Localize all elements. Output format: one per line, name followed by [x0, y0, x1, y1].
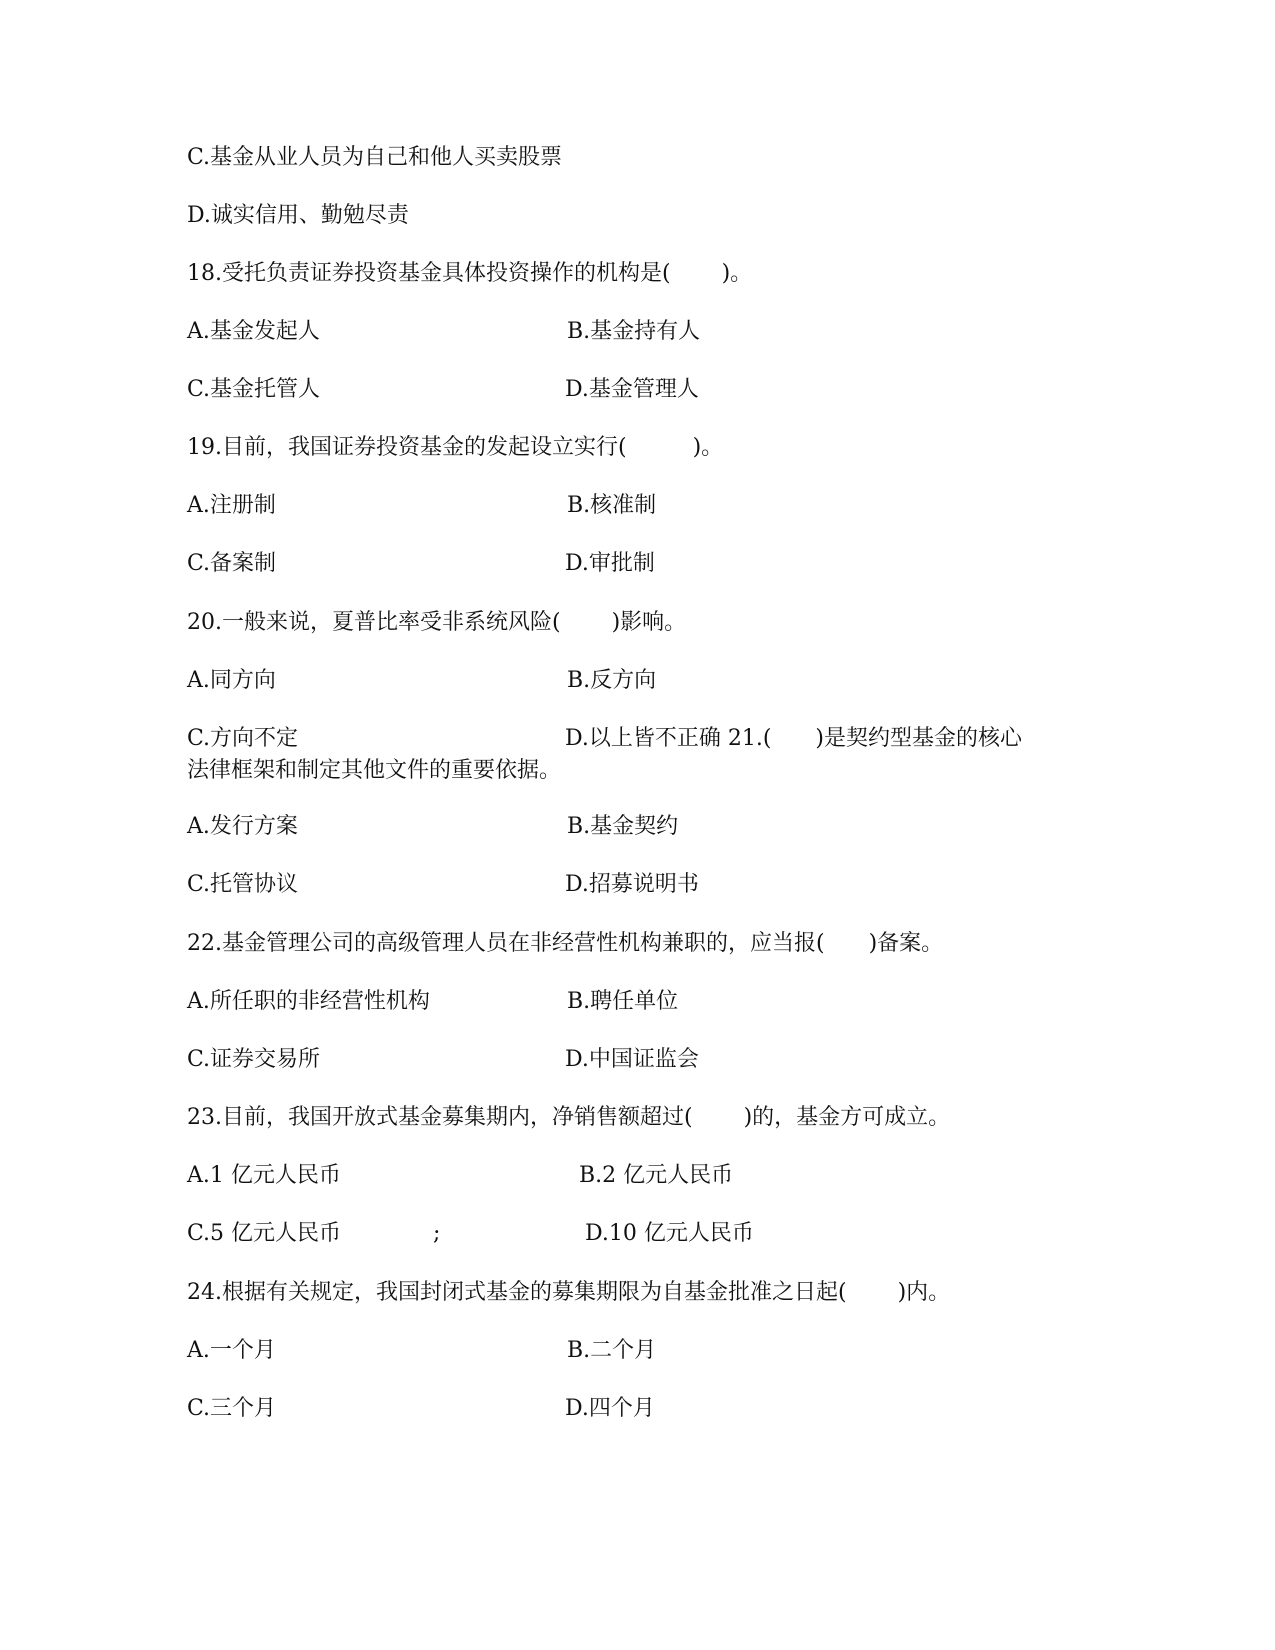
q20-option-b: B.反方向	[567, 668, 657, 693]
q24-option-d: D.四个月	[565, 1396, 655, 1421]
q24-option-b: B.二个月	[567, 1338, 657, 1363]
q19-option-a: A.注册制	[187, 493, 276, 518]
question-20: 20.一般来说，夏普比率受非系统风险( )影响。	[187, 610, 687, 635]
q24-option-a: A.一个月	[187, 1338, 276, 1363]
q20-option-c: C.方向不定	[187, 726, 299, 751]
question-18: 18.受托负责证券投资基金具体投资操作的机构是( )。	[187, 261, 753, 286]
q23-separator: ;	[433, 1221, 441, 1246]
question-21-continuation: 法律框架和制定其他文件的重要依据。	[187, 758, 562, 783]
q22-option-a: A.所任职的非经营性机构	[187, 989, 430, 1014]
question-24: 24.根据有关规定，我国封闭式基金的募集期限为自基金批准之日起( )内。	[187, 1280, 951, 1305]
q23-option-b: B.2 亿元人民币	[579, 1163, 734, 1188]
q20-option-d-and-question-21: D.以上皆不正确 21.( )是契约型基金的核心	[565, 726, 1022, 751]
q18-option-a: A.基金发起人	[187, 319, 320, 344]
q21-option-b: B.基金契约	[567, 814, 679, 839]
q21-option-c: C.托管协议	[187, 872, 299, 897]
question-22: 22.基金管理公司的高级管理人员在非经营性机构兼职的，应当报( )备案。	[187, 931, 944, 956]
q18-option-d: D.基金管理人	[565, 377, 699, 402]
option-c-prev: C.基金从业人员为自己和他人买卖股票	[187, 145, 563, 170]
q21-option-d: D.招募说明书	[565, 872, 699, 897]
q22-option-d: D.中国证监会	[565, 1047, 699, 1072]
q22-option-c: C.证券交易所	[187, 1047, 321, 1072]
q24-option-c: C.三个月	[187, 1396, 277, 1421]
q18-option-c: C.基金托管人	[187, 377, 321, 402]
q23-option-c: C.5 亿元人民币	[187, 1221, 342, 1246]
q20-option-a: A.同方向	[187, 668, 276, 693]
q19-option-c: C.备案制	[187, 551, 277, 576]
q23-option-d: D.10 亿元人民币	[585, 1221, 754, 1246]
q21-option-a: A.发行方案	[187, 814, 298, 839]
question-23: 23.目前，我国开放式基金募集期内，净销售额超过( )的，基金方可成立。	[187, 1105, 951, 1130]
option-d-prev: D.诚实信用、勤勉尽责	[187, 203, 409, 228]
q18-option-b: B.基金持有人	[567, 319, 701, 344]
q19-option-d: D.审批制	[565, 551, 655, 576]
q22-option-b: B.聘任单位	[567, 989, 679, 1014]
question-19: 19.目前，我国证券投资基金的发起设立实行( )。	[187, 435, 724, 460]
q23-option-a: A.1 亿元人民币	[187, 1163, 341, 1188]
q19-option-b: B.核准制	[567, 493, 657, 518]
